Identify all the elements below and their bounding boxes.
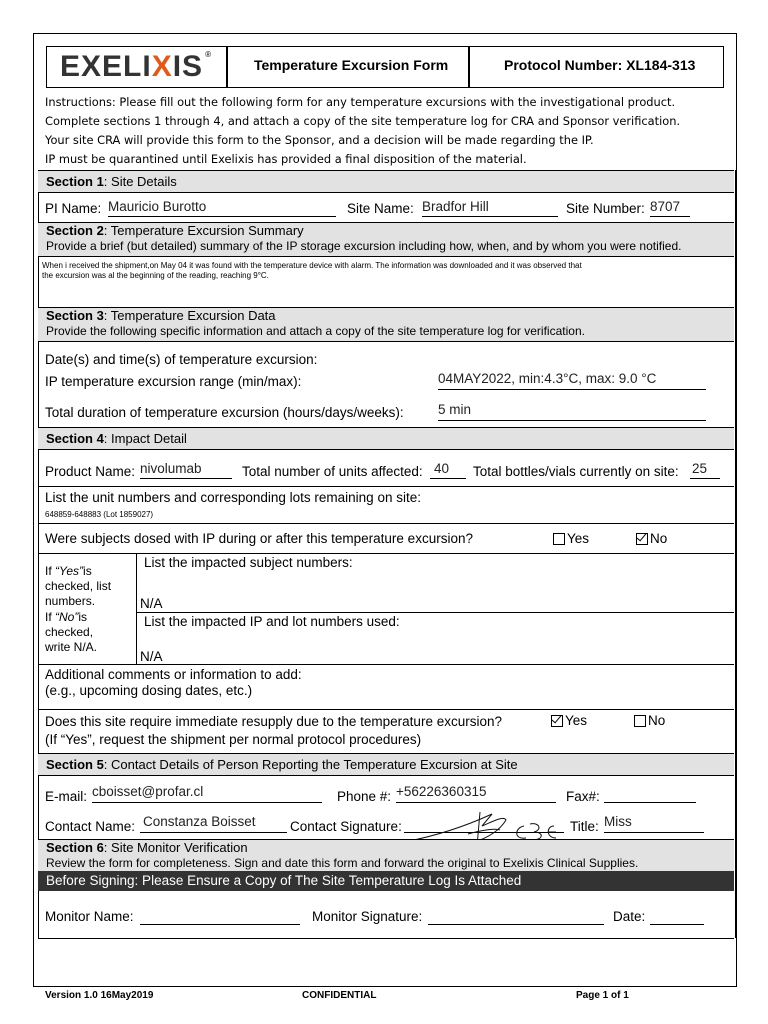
- signing-banner-text: Before Signing: Please Ensure a Copy of The Site Temperature Log Is Attached: [46, 873, 522, 888]
- contact-name-field[interactable]: Constanza Boisset: [140, 814, 287, 833]
- comments-label: Additional comments or information to add:: [45, 667, 302, 682]
- section-4-header: Section 4: Impact Detail: [38, 427, 734, 450]
- footer-version: Version 1.0 16May2019: [45, 990, 154, 1001]
- resupply-no-checkbox[interactable]: [634, 715, 646, 727]
- contact-name-label: Contact Name:: [45, 819, 136, 834]
- divider: [38, 523, 734, 524]
- resupply-line: Does this site require immediate resupply due to the temperature excursion?: [45, 714, 502, 729]
- resupply-yes-option[interactable]: [551, 713, 587, 728]
- form-title: Temperature Excursion Form: [254, 57, 449, 73]
- instruction-line: Your site CRA will provide this form to the Sponsor, and a decision will be made regarding the IP.: [45, 133, 594, 147]
- monitor-signature-field[interactable]: [428, 906, 604, 925]
- pi-name-label: PI Name:: [45, 201, 102, 216]
- impacted-subjects-field[interactable]: N/A: [140, 596, 163, 611]
- dosed-yes-label: Yes: [567, 531, 590, 546]
- if-no-instruction: If “No”is checked, write N/A.: [45, 610, 98, 654]
- dosed-question: Were subjects dosed with IP during or after this temperature excursion?: [45, 531, 473, 546]
- range-label: IP temperature excursion range (min/max):: [45, 374, 302, 389]
- title-label: Title:: [570, 819, 599, 834]
- site-number-field[interactable]: 8707: [650, 199, 690, 217]
- section-3-subtitle: Provide the following specific information and attach a copy of the site temperature log for verification.: [46, 324, 585, 338]
- date-field[interactable]: [650, 906, 704, 925]
- date-label: Date:: [613, 909, 646, 924]
- list-units-field[interactable]: 648859-648883 (Lot 1859027): [45, 510, 154, 519]
- title-field[interactable]: Miss: [604, 814, 704, 833]
- signing-banner: [38, 871, 734, 891]
- comments-field[interactable]: [45, 667, 302, 699]
- units-affected-field[interactable]: 40: [430, 461, 466, 479]
- footer-confidential: CONFIDENTIAL: [302, 990, 377, 1001]
- impacted-ip-label: List the impacted IP and lot numbers used:: [144, 614, 400, 629]
- summary-line: When i received the shipment,on May 04 it was found with the temperature device with alarm. The information was downloaded and it was observed that: [42, 261, 582, 270]
- site-number-label: Site Number:: [566, 201, 645, 216]
- site-name-label: Site Name:: [347, 201, 414, 216]
- comments-hint: (e.g., upcoming dosing dates, etc.): [45, 683, 253, 698]
- section-6-subtitle: Review the form for completeness. Sign and date this form and forward the original to Exelixis Clinical Supplies.: [46, 856, 639, 870]
- site-name-field[interactable]: Bradfor Hill: [422, 199, 558, 217]
- phone-field[interactable]: +56226360315: [396, 784, 556, 803]
- product-name-label: Product Name:: [45, 464, 136, 479]
- instruction-line: Complete sections 1 through 4, and attach a copy of the site temperature log for CRA and Sponsor verification.: [45, 114, 681, 128]
- resupply-question: [45, 713, 502, 749]
- product-name-field[interactable]: nivolumab: [140, 461, 232, 479]
- column-divider: [136, 553, 137, 664]
- section-1-header: Section 1: Site Details: [38, 170, 734, 193]
- resupply-no-option[interactable]: [634, 713, 665, 728]
- pi-name-field[interactable]: Mauricio Burotto: [108, 199, 336, 217]
- instructions: [45, 93, 680, 169]
- divider: [38, 709, 734, 710]
- footer-page: Page 1 of 1: [576, 990, 629, 1001]
- monitor-signature-label: Monitor Signature:: [312, 909, 423, 924]
- resupply-line: (If “Yes”, request the shipment per normal protocol procedures): [45, 732, 422, 747]
- section-2-header: Section 2: Temperature Excursion Summary Provide a brief (but detailed) summary of the IP storage excursion including how, when, and by whom you were notified.: [38, 222, 734, 257]
- dosed-yes-checkbox[interactable]: [553, 533, 565, 545]
- instruction-line: IP must be quarantined until Exelixis has provided a final disposition of the material.: [45, 152, 527, 166]
- dosed-no-checkbox[interactable]: [636, 533, 648, 545]
- fax-field[interactable]: [604, 784, 696, 803]
- divider: [38, 664, 734, 665]
- dosed-yes-option[interactable]: [553, 531, 589, 546]
- dates-label: Date(s) and time(s) of temperature excursion:: [45, 352, 318, 367]
- contact-signature-label: Contact Signature:: [290, 819, 402, 834]
- exelixis-logo: EXELIXIS ®: [60, 50, 212, 83]
- resupply-no-label: No: [648, 713, 666, 728]
- resupply-yes-label: Yes: [565, 713, 588, 728]
- divider: [38, 486, 734, 487]
- email-label: E-mail:: [45, 789, 88, 804]
- duration-label: Total duration of temperature excursion (hours/days/weeks):: [45, 405, 404, 420]
- resupply-yes-checkbox[interactable]: [551, 715, 563, 727]
- dosed-no-label: No: [650, 531, 668, 546]
- section-2-subtitle: Provide a brief (but detailed) summary of the IP storage excursion including how, when, and by whom you were notified.: [46, 239, 682, 253]
- instruction-line: Instructions: Please fill out the following form for any temperature excursions with the investigational product.: [45, 95, 676, 109]
- section-5-header: Section 5: Contact Details of Person Reporting the Temperature Excursion at Site: [38, 753, 734, 776]
- impacted-ip-field[interactable]: N/A: [140, 649, 163, 664]
- fax-label: Fax#:: [566, 789, 600, 804]
- protocol-number: Protocol Number: XL184-313: [504, 57, 696, 73]
- bottles-field[interactable]: 25: [690, 461, 720, 479]
- list-units-label: List the unit numbers and corresponding lots remaining on site:: [45, 490, 421, 505]
- units-affected-label: Total number of units affected:: [242, 464, 423, 479]
- if-yes-instruction: If “Yes”is checked, list numbers.: [45, 564, 112, 608]
- range-field[interactable]: 04MAY2022, min:4.3°C, max: 9.0 °C: [438, 371, 706, 390]
- bottles-label: Total bottles/vials currently on site:: [473, 464, 679, 479]
- impacted-subjects-label: List the impacted subject numbers:: [144, 555, 353, 570]
- duration-field[interactable]: 5 min: [438, 402, 706, 421]
- summary-field[interactable]: [42, 261, 730, 281]
- phone-label: Phone #:: [337, 789, 392, 804]
- monitor-name-field[interactable]: [140, 906, 300, 925]
- monitor-name-label: Monitor Name:: [45, 909, 134, 924]
- section-3-header: Section 3: Temperature Excursion Data Provide the following specific information and attach a copy of the site temperature log for verification.: [38, 307, 734, 342]
- summary-line: the excursion was al the beginning of the reading, reaching 9°C.: [42, 271, 269, 280]
- divider: [136, 612, 734, 613]
- table-bottom-border: [38, 938, 734, 939]
- section-6-header: Section 6: Site Monitor Verification Review the form for completeness. Sign and date this form and forward the original to Exelixis Clinical Supplies.: [38, 839, 734, 873]
- divider: [38, 553, 734, 554]
- dosed-no-option[interactable]: [636, 531, 667, 546]
- email-field[interactable]: cboisset@profar.cl: [92, 784, 322, 803]
